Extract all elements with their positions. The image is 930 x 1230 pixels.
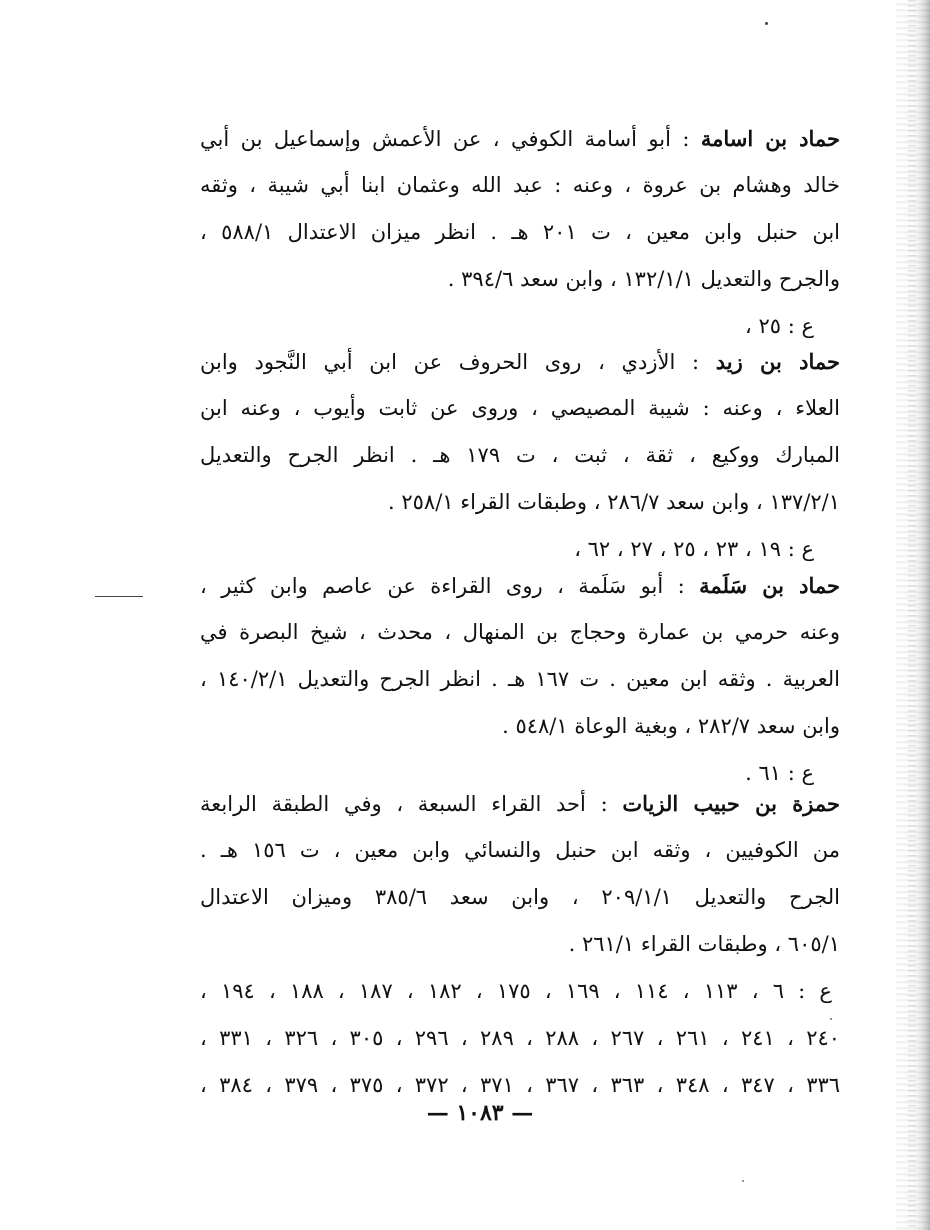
entry-name: حماد بن زيد	[715, 349, 840, 374]
entry-line: الجرح والتعديل ٢٠٩/١/١ ، وابن سعد ٣٨٥/٦ وميزان الاعتدال	[200, 885, 840, 909]
entry-hammad-ibn-zayd	[200, 338, 840, 573]
entry-line: العربية . وثقه ابن معين . ت ١٦٧ هـ . انظر الجرح والتعديل ١٤٠/٢/١ ،	[200, 667, 840, 691]
entry-line: والجرح والتعديل ١٣٢/١/١ ، وابن سعد ٣٩٤/٦ .	[447, 267, 840, 291]
entry-line	[200, 780, 840, 827]
entry-hamza-ibn-habib	[200, 780, 840, 1109]
entry-line: خالد وهشام بن عروة ، وعنه : عبد الله وعثمان ابنا أبي شيبة ، وثقه	[200, 173, 840, 197]
scan-margin-mark	[95, 596, 143, 597]
page-number: — ١٠٨٣ —	[426, 1100, 534, 1126]
entry-line: وابن سعد ٢٨٢/٧ ، وبغية الوعاة ٥٤٨/١ .	[502, 714, 840, 738]
entry-references: ٣٣٦ ، ٣٤٧ ، ٣٤٨ ، ٣٦٣ ، ٣٦٧ ، ٣٧١ ، ٣٧٢ ، ٣٧٥ ، ٣٧٩ ، ٣٨٤ ،	[200, 1073, 840, 1097]
entry-line: ٦٠٥/١ ، وطبقات القراء ٢٦١/١ .	[568, 932, 840, 956]
entry-name: حماد بن اسامة	[700, 126, 840, 151]
entry-name: حماد بن سَلَمة	[699, 573, 840, 598]
entry-text: : أحد القراء السبعة ، وفي الطبقة الرابعة	[200, 792, 608, 816]
entry-hammad-ibn-salama	[200, 562, 840, 797]
entry-references: ع : ١٩ ، ٢٣ ، ٢٥ ، ٢٧ ، ٦٢ ،	[574, 537, 814, 561]
entry-name: حمزة بن حبيب الزيات	[622, 791, 840, 816]
entry-line: المبارك ووكيع ، ثقة ، ثبت ، ت ١٧٩ هـ . انظر الجرح والتعديل	[200, 443, 840, 467]
entry-line	[200, 562, 840, 609]
entry-line: من الكوفيين ، وثقه ابن حنبل والنسائي وابن معين ، ت ١٥٦ هـ .	[200, 838, 840, 862]
entry-references: ع : ٢٥ ،	[745, 314, 814, 338]
entry-line: ابن حنبل وابن معين ، ت ٢٠١ هـ . انظر ميزان الاعتدال ٥٨٨/١ ،	[200, 220, 840, 244]
scan-speck	[765, 22, 768, 25]
entry-line: العلاء ، وعنه : شيبة المصيصي ، وروى عن ثابت وأيوب ، وعنه ابن	[200, 396, 840, 420]
entry-references: ع : ٦١ .	[745, 761, 814, 785]
entry-hammad-ibn-usama	[200, 115, 840, 350]
entry-text: : الأزدي ، روى الحروف عن ابن أبي النَّجود وابن	[200, 350, 700, 374]
entry-references: ع : ٦ ، ١١٣ ، ١١٤ ، ١٦٩ ، ١٧٥ ، ١٨٢ ، ١٨٧ ، ١٨٨ ، ١٩٤ ،	[200, 979, 832, 1003]
page-edge-scan-shadow	[896, 0, 930, 1230]
entry-text: : أبو أسامة الكوفي ، عن الأعمش وإسماعيل بن أبي	[200, 127, 690, 151]
entry-line	[200, 338, 840, 385]
entry-line: ١٣٧/٢/١ ، وابن سعد ٢٨٦/٧ ، وطبقات القراء ٢٥٨/١ .	[388, 490, 840, 514]
entry-references: ٢٤٠ ، ٢٤١ ، ٢٦١ ، ٢٦٧ ، ٢٨٨ ، ٢٨٩ ، ٢٩٦ ، ٣٠٥ ، ٣٢٦ ، ٣٣١ ،	[200, 1026, 840, 1050]
entry-line: وعنه حرمي بن عمارة وحجاج بن المنهال ، محدث ، شيخ البصرة في	[200, 620, 840, 644]
entry-text: : أبو سَلَمة ، روى القراءة عن عاصم وابن كثير ،	[200, 574, 685, 598]
entry-line	[200, 115, 840, 162]
scan-speck	[742, 1180, 744, 1182]
